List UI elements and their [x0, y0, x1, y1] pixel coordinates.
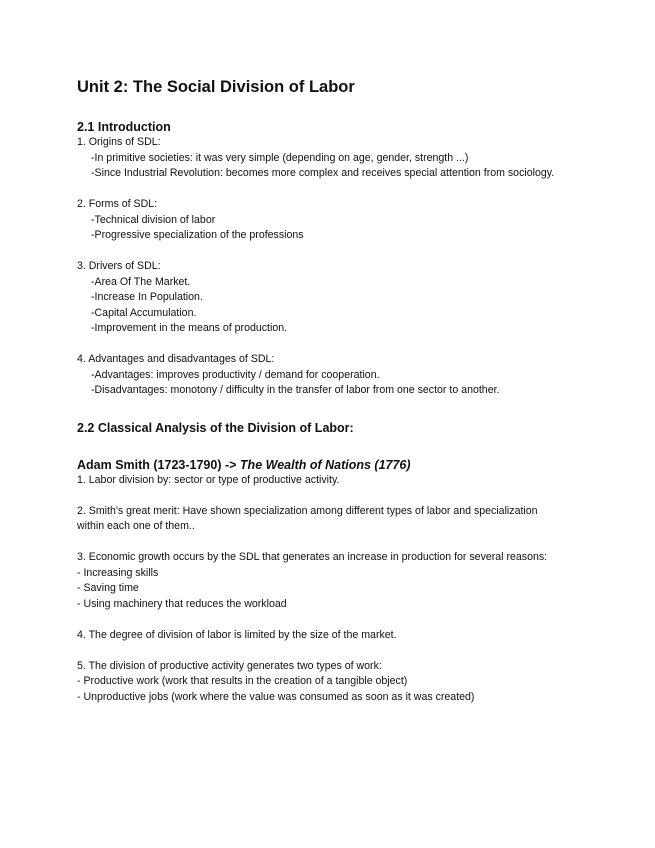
book-title: The Wealth of Nations (1776) [239, 457, 411, 472]
section-heading-introduction: 2.1 Introduction [77, 120, 171, 134]
smith-point-5-item: - Productive work (work that results in the creation of a tangible object) [77, 675, 408, 687]
smith-point-5-item: - Unproductive jobs (work where the value was consumed as soon as it was created) [77, 690, 475, 703]
spacer [77, 337, 637, 353]
document-title: Unit 2: The Social Division of Labor [77, 78, 355, 96]
spacer [77, 488, 637, 504]
drivers-label: 3. Drivers of SDL: [77, 260, 161, 272]
smith-point-1: 1. Labor division by: sector or type of productive activity. [77, 473, 340, 486]
smith-point-5-label: 5. The division of productive activity generates two types of work: [77, 659, 382, 672]
smith-point-3-item: - Increasing skills [77, 566, 159, 579]
spacer [77, 182, 637, 198]
smith-point-4: 4. The degree of division of labor is limited by the size of the market. [77, 628, 397, 641]
forms-label: 2. Forms of SDL: [77, 198, 158, 210]
advantages-label: 4. Advantages and disadvantages of SDL: [77, 353, 275, 365]
subsection-heading-adam-smith [77, 457, 637, 473]
smith-point-2: 2. Smith's great merit: Have shown specialization among different types of labor and specialization within each one of them.. [77, 504, 538, 532]
advantages-item: -Advantages: improves productivity / demand for cooperation. [91, 368, 380, 381]
spacer [77, 244, 637, 260]
drivers-item: -Increase In Population. [91, 291, 203, 303]
advantages-item: -Disadvantages: monotony / difficulty in the transfer of labor from one sector to another. [91, 384, 500, 396]
forms-item: -Progressive specialization of the professions [91, 229, 304, 241]
adam-smith-heading-prefix: Adam Smith (1723-1790) -> [77, 457, 240, 472]
origins-item: -In primitive societies: it was very simple (depending on age, gender, strength ...) [91, 151, 469, 164]
spacer [77, 612, 637, 628]
drivers-item: -Improvement in the means of production. [91, 322, 288, 334]
spacer [77, 535, 637, 551]
drivers-item: -Capital Accumulation. [91, 306, 197, 319]
smith-point-3-label: 3. Economic growth occurs by the SDL that generates an increase in production for several reasons: [77, 551, 548, 563]
smith-point-3-item: - Saving time [77, 582, 139, 594]
forms-item: -Technical division of labor [91, 213, 216, 226]
origins-label: 1. Origins of SDL: [77, 136, 161, 148]
spacer [77, 643, 637, 659]
section-heading-classical-analysis: 2.2 Classical Analysis of the Division of Labor: [77, 420, 354, 435]
drivers-item: -Area Of The Market. [91, 275, 191, 288]
smith-point-3-item: - Using machinery that reduces the workload [77, 597, 287, 610]
origins-item: -Since Industrial Revolution: becomes more complex and receives special attention from sociology. [91, 167, 555, 179]
document-page [77, 76, 637, 705]
